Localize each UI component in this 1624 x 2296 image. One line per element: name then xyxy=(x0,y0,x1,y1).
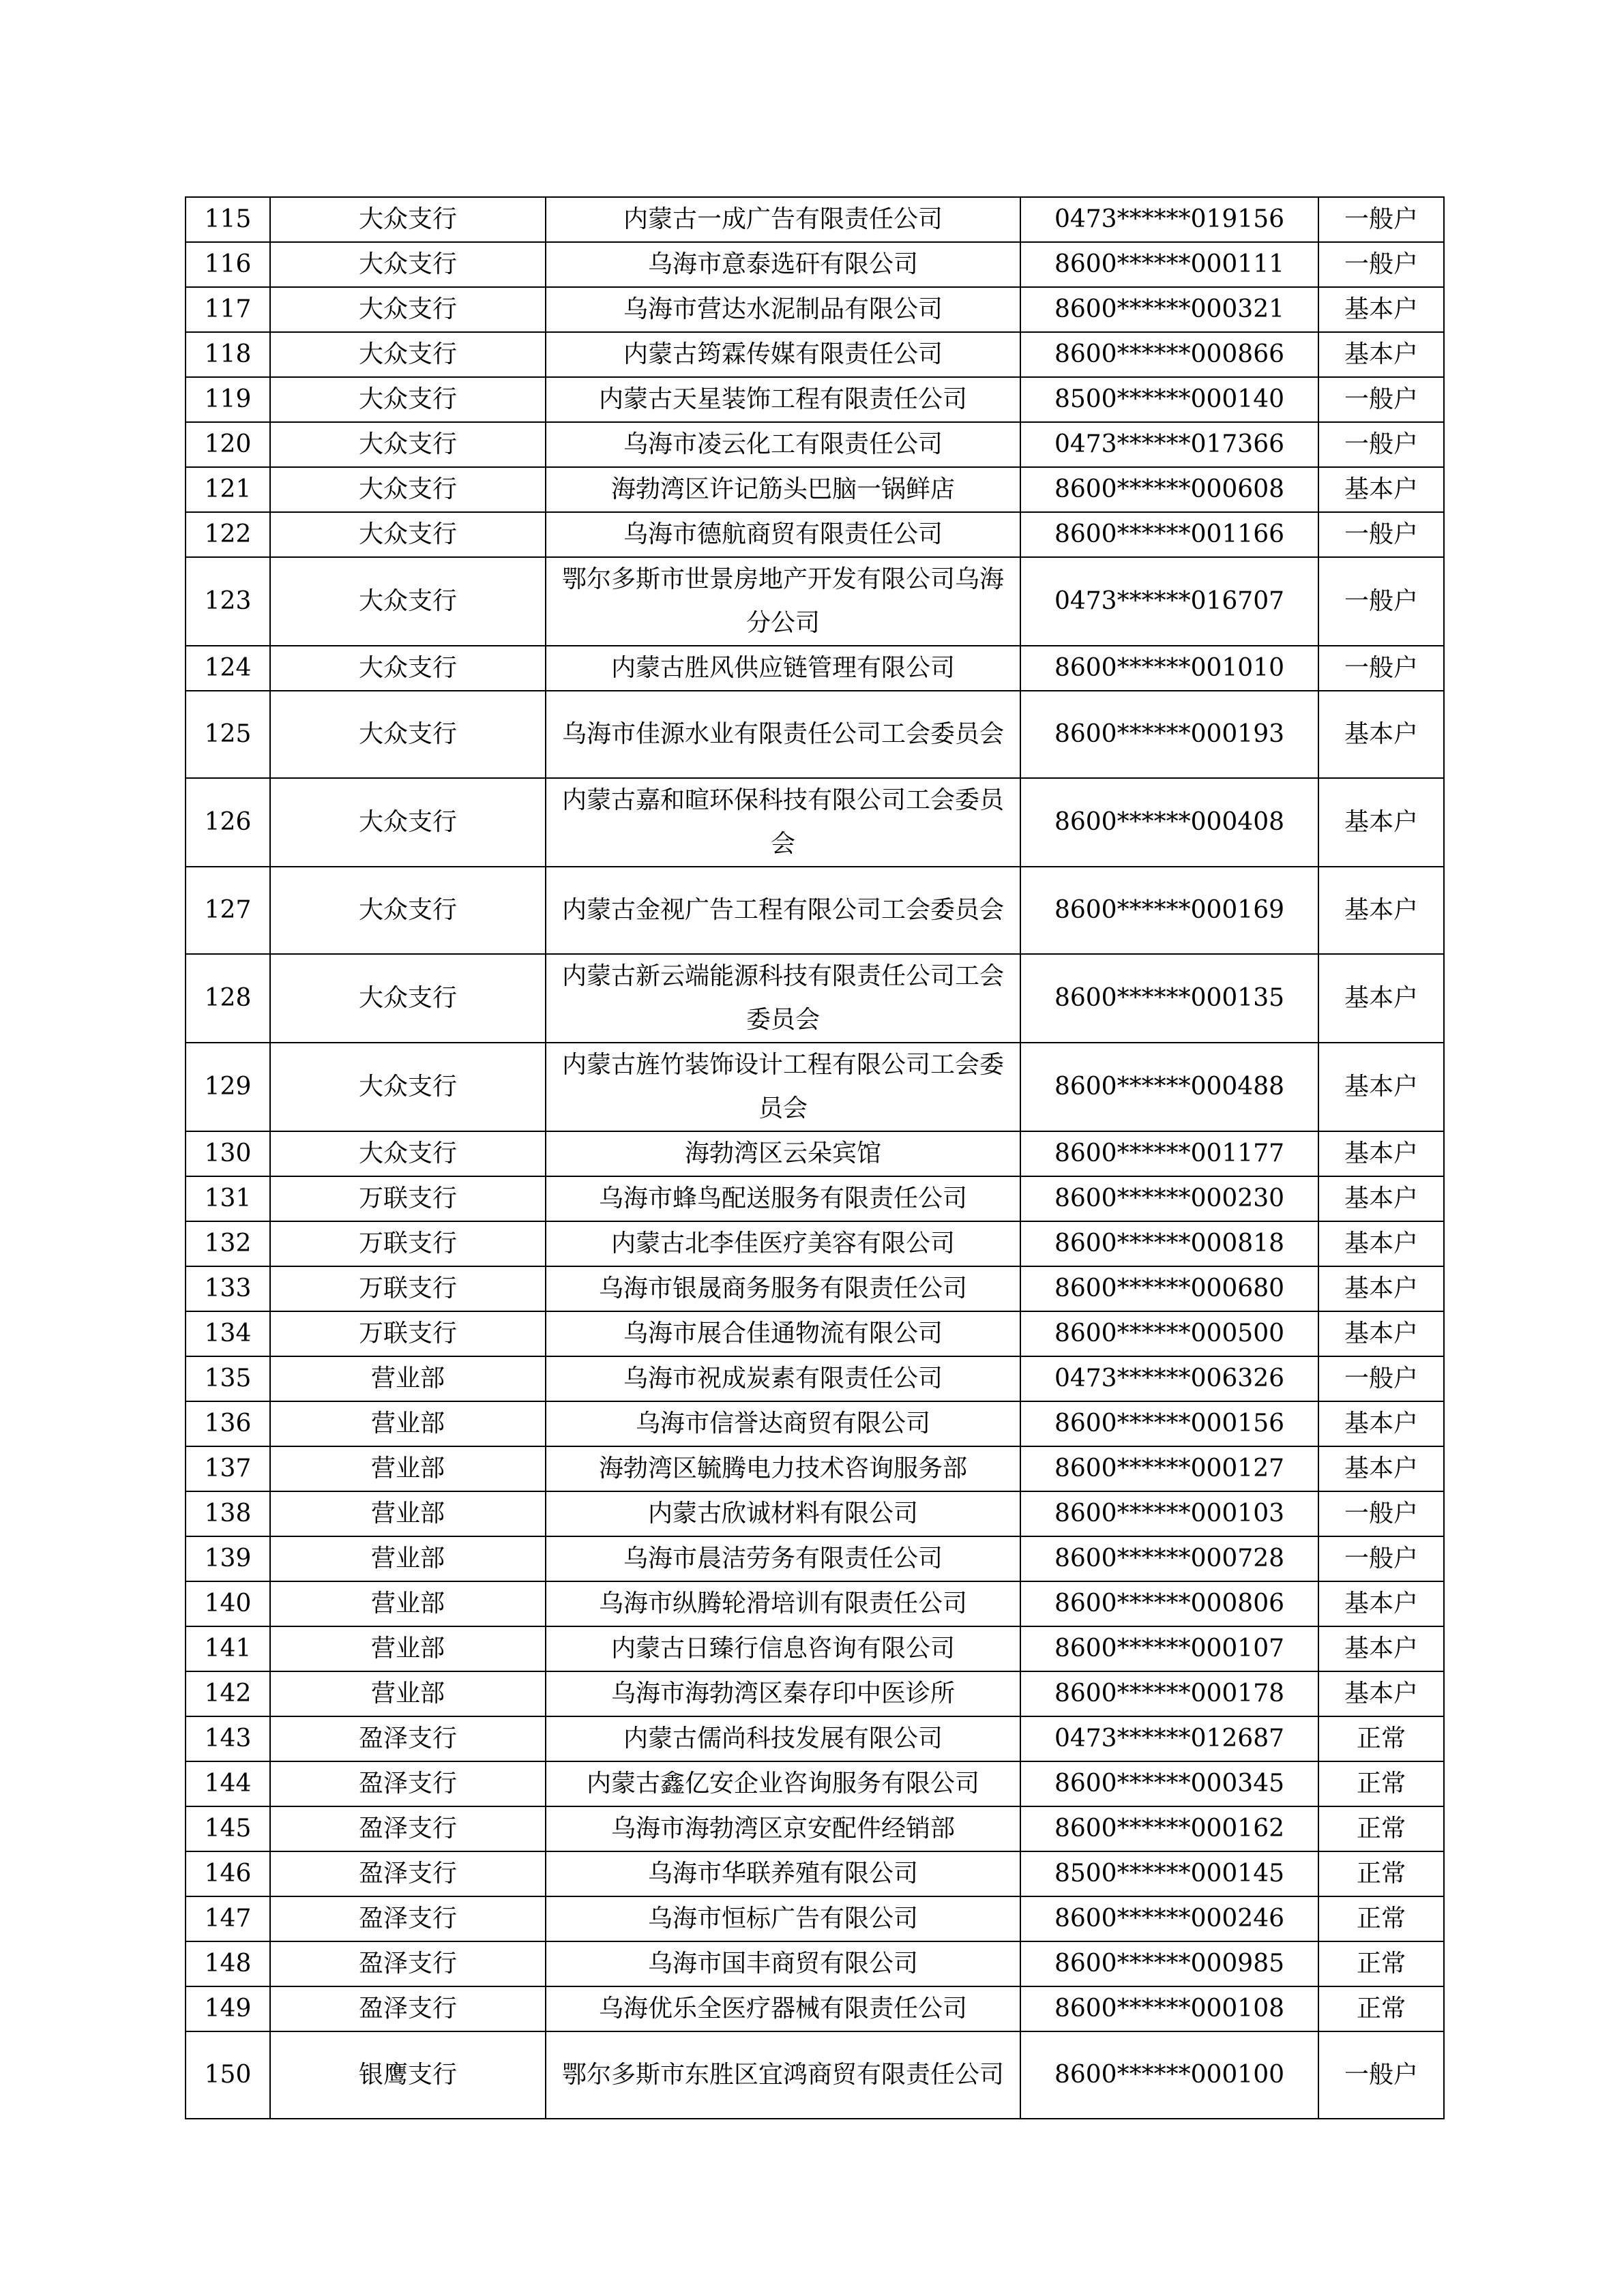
account-type-cell: 基本户 xyxy=(1318,287,1444,332)
account-number-cell: 8500******000140 xyxy=(1020,377,1318,422)
account-number-cell: 8600******000100 xyxy=(1020,2031,1318,2119)
table-row xyxy=(186,1581,1444,1626)
branch-cell: 营业部 xyxy=(270,1356,546,1401)
account-type-cell: 正常 xyxy=(1318,1851,1444,1896)
company-name-cell: 乌海市信誉达商贸有限公司 xyxy=(546,1401,1020,1446)
company-name-cell: 乌海市纵腾轮滑培训有限责任公司 xyxy=(546,1581,1020,1626)
table-row xyxy=(186,2031,1444,2119)
account-number-cell: 8600******000818 xyxy=(1020,1221,1318,1266)
branch-cell: 大众支行 xyxy=(270,467,546,512)
table-row xyxy=(186,1446,1444,1491)
account-type-cell: 基本户 xyxy=(1318,1311,1444,1356)
account-number-cell: 0473******017366 xyxy=(1020,422,1318,467)
account-type-cell: 基本户 xyxy=(1318,1446,1444,1491)
branch-cell: 大众支行 xyxy=(270,778,546,867)
branch-cell: 银鹰支行 xyxy=(270,2031,546,2119)
company-name-cell: 乌海市银晟商务服务有限责任公司 xyxy=(546,1266,1020,1311)
branch-cell: 万联支行 xyxy=(270,1311,546,1356)
company-name-cell: 内蒙古日臻行信息咨询有限公司 xyxy=(546,1626,1020,1671)
company-name-cell: 乌海市国丰商贸有限公司 xyxy=(546,1941,1020,1986)
table-row xyxy=(186,778,1444,867)
account-number-cell: 8600******000345 xyxy=(1020,1761,1318,1806)
table-row xyxy=(186,197,1444,242)
account-type-cell: 一般户 xyxy=(1318,422,1444,467)
branch-cell: 大众支行 xyxy=(270,691,546,778)
account-number-cell: 8600******000321 xyxy=(1020,287,1318,332)
row-number-cell: 141 xyxy=(186,1626,270,1671)
table-row xyxy=(186,1761,1444,1806)
company-name-cell: 乌海市凌云化工有限责任公司 xyxy=(546,422,1020,467)
company-name-cell: 鄂尔多斯市东胜区宜鸿商贸有限责任公司 xyxy=(546,2031,1020,2119)
account-type-cell: 一般户 xyxy=(1318,646,1444,691)
table-row xyxy=(186,377,1444,422)
row-number-cell: 127 xyxy=(186,867,270,954)
account-number-cell: 8600******000246 xyxy=(1020,1896,1318,1941)
table-row xyxy=(186,242,1444,287)
account-type-cell: 基本户 xyxy=(1318,691,1444,778)
account-type-cell: 基本户 xyxy=(1318,1221,1444,1266)
row-number-cell: 144 xyxy=(186,1761,270,1806)
company-name-cell: 鄂尔多斯市世景房地产开发有限公司乌海分公司 xyxy=(546,557,1020,646)
branch-cell: 营业部 xyxy=(270,1401,546,1446)
company-name-cell: 内蒙古欣诚材料有限公司 xyxy=(546,1491,1020,1536)
row-number-cell: 150 xyxy=(186,2031,270,2119)
row-number-cell: 124 xyxy=(186,646,270,691)
account-type-cell: 基本户 xyxy=(1318,1176,1444,1221)
table-row xyxy=(186,1491,1444,1536)
account-type-cell: 一般户 xyxy=(1318,1536,1444,1581)
row-number-cell: 131 xyxy=(186,1176,270,1221)
row-number-cell: 125 xyxy=(186,691,270,778)
table-row xyxy=(186,332,1444,377)
account-type-cell: 一般户 xyxy=(1318,377,1444,422)
row-number-cell: 148 xyxy=(186,1941,270,1986)
account-number-cell: 0473******012687 xyxy=(1020,1716,1318,1761)
row-number-cell: 130 xyxy=(186,1131,270,1176)
account-type-cell: 正常 xyxy=(1318,1761,1444,1806)
company-name-cell: 内蒙古鑫亿安企业咨询服务有限公司 xyxy=(546,1761,1020,1806)
account-type-cell: 基本户 xyxy=(1318,1671,1444,1716)
branch-cell: 营业部 xyxy=(270,1446,546,1491)
company-name-cell: 内蒙古北李佳医疗美容有限公司 xyxy=(546,1221,1020,1266)
branch-cell: 大众支行 xyxy=(270,197,546,242)
company-name-cell: 海勃湾区云朵宾馆 xyxy=(546,1131,1020,1176)
table-row xyxy=(186,422,1444,467)
branch-cell: 盈泽支行 xyxy=(270,1716,546,1761)
row-number-cell: 116 xyxy=(186,242,270,287)
company-name-cell: 乌海市祝成炭素有限责任公司 xyxy=(546,1356,1020,1401)
branch-cell: 大众支行 xyxy=(270,1043,546,1131)
account-number-cell: 8600******000108 xyxy=(1020,1986,1318,2031)
account-number-cell: 0473******019156 xyxy=(1020,197,1318,242)
account-number-cell: 8600******000500 xyxy=(1020,1311,1318,1356)
row-number-cell: 121 xyxy=(186,467,270,512)
table-row xyxy=(186,1221,1444,1266)
row-number-cell: 128 xyxy=(186,954,270,1043)
account-type-cell: 基本户 xyxy=(1318,1581,1444,1626)
account-type-cell: 基本户 xyxy=(1318,467,1444,512)
row-number-cell: 147 xyxy=(186,1896,270,1941)
company-name-cell: 乌海市晨洁劳务有限责任公司 xyxy=(546,1536,1020,1581)
company-name-cell: 内蒙古天星装饰工程有限责任公司 xyxy=(546,377,1020,422)
company-name-cell: 内蒙古旌竹装饰设计工程有限公司工会委员会 xyxy=(546,1043,1020,1131)
branch-cell: 大众支行 xyxy=(270,1131,546,1176)
branch-cell: 大众支行 xyxy=(270,332,546,377)
accounts-table-body xyxy=(186,197,1444,2119)
account-number-cell: 8600******000985 xyxy=(1020,1941,1318,1986)
branch-cell: 大众支行 xyxy=(270,422,546,467)
company-name-cell: 乌海市海勃湾区京安配件经销部 xyxy=(546,1806,1020,1851)
table-row xyxy=(186,1356,1444,1401)
row-number-cell: 145 xyxy=(186,1806,270,1851)
table-row xyxy=(186,1043,1444,1131)
account-number-cell: 8600******000103 xyxy=(1020,1491,1318,1536)
row-number-cell: 132 xyxy=(186,1221,270,1266)
account-number-cell: 8600******000111 xyxy=(1020,242,1318,287)
account-number-cell: 8600******000156 xyxy=(1020,1401,1318,1446)
row-number-cell: 126 xyxy=(186,778,270,867)
account-number-cell: 8600******000680 xyxy=(1020,1266,1318,1311)
row-number-cell: 136 xyxy=(186,1401,270,1446)
company-name-cell: 乌海市恒标广告有限公司 xyxy=(546,1896,1020,1941)
account-type-cell: 一般户 xyxy=(1318,1356,1444,1401)
account-number-cell: 8600******000608 xyxy=(1020,467,1318,512)
row-number-cell: 142 xyxy=(186,1671,270,1716)
account-number-cell: 8600******000866 xyxy=(1020,332,1318,377)
account-number-cell: 8500******000145 xyxy=(1020,1851,1318,1896)
row-number-cell: 146 xyxy=(186,1851,270,1896)
account-number-cell: 8600******000408 xyxy=(1020,778,1318,867)
account-type-cell: 正常 xyxy=(1318,1986,1444,2031)
table-row xyxy=(186,1851,1444,1896)
account-type-cell: 基本户 xyxy=(1318,332,1444,377)
account-number-cell: 8600******001166 xyxy=(1020,512,1318,557)
company-name-cell: 内蒙古儒尚科技发展有限公司 xyxy=(546,1716,1020,1761)
account-type-cell: 基本户 xyxy=(1318,1266,1444,1311)
table-row xyxy=(186,1176,1444,1221)
company-name-cell: 内蒙古胜风供应链管理有限公司 xyxy=(546,646,1020,691)
row-number-cell: 129 xyxy=(186,1043,270,1131)
branch-cell: 大众支行 xyxy=(270,954,546,1043)
row-number-cell: 137 xyxy=(186,1446,270,1491)
branch-cell: 大众支行 xyxy=(270,867,546,954)
company-name-cell: 乌海市佳源水业有限责任公司工会委员会 xyxy=(546,691,1020,778)
table-row xyxy=(186,1266,1444,1311)
company-name-cell: 乌海市华联养殖有限公司 xyxy=(546,1851,1020,1896)
account-type-cell: 一般户 xyxy=(1318,1491,1444,1536)
table-row xyxy=(186,1131,1444,1176)
table-row xyxy=(186,646,1444,691)
branch-cell: 大众支行 xyxy=(270,377,546,422)
row-number-cell: 133 xyxy=(186,1266,270,1311)
account-type-cell: 一般户 xyxy=(1318,557,1444,646)
account-type-cell: 正常 xyxy=(1318,1806,1444,1851)
accounts-table xyxy=(185,196,1445,2119)
company-name-cell: 内蒙古嘉和暄环保科技有限公司工会委员会 xyxy=(546,778,1020,867)
branch-cell: 营业部 xyxy=(270,1581,546,1626)
table-row xyxy=(186,1401,1444,1446)
account-type-cell: 一般户 xyxy=(1318,512,1444,557)
account-number-cell: 8600******000169 xyxy=(1020,867,1318,954)
account-number-cell: 8600******000162 xyxy=(1020,1806,1318,1851)
table-row xyxy=(186,1671,1444,1716)
table-row xyxy=(186,1941,1444,1986)
row-number-cell: 118 xyxy=(186,332,270,377)
account-type-cell: 基本户 xyxy=(1318,867,1444,954)
account-number-cell: 8600******000488 xyxy=(1020,1043,1318,1131)
table-row xyxy=(186,1716,1444,1761)
row-number-cell: 120 xyxy=(186,422,270,467)
branch-cell: 大众支行 xyxy=(270,287,546,332)
table-row xyxy=(186,1896,1444,1941)
account-number-cell: 8600******000127 xyxy=(1020,1446,1318,1491)
row-number-cell: 135 xyxy=(186,1356,270,1401)
account-type-cell: 基本户 xyxy=(1318,1043,1444,1131)
company-name-cell: 乌海市意泰选矸有限公司 xyxy=(546,242,1020,287)
company-name-cell: 乌海市蜂鸟配送服务有限责任公司 xyxy=(546,1176,1020,1221)
account-type-cell: 一般户 xyxy=(1318,242,1444,287)
table-row xyxy=(186,1311,1444,1356)
account-number-cell: 8600******000230 xyxy=(1020,1176,1318,1221)
branch-cell: 营业部 xyxy=(270,1491,546,1536)
branch-cell: 盈泽支行 xyxy=(270,1806,546,1851)
table-row xyxy=(186,691,1444,778)
row-number-cell: 117 xyxy=(186,287,270,332)
branch-cell: 营业部 xyxy=(270,1626,546,1671)
account-type-cell: 正常 xyxy=(1318,1941,1444,1986)
branch-cell: 大众支行 xyxy=(270,512,546,557)
branch-cell: 大众支行 xyxy=(270,646,546,691)
row-number-cell: 115 xyxy=(186,197,270,242)
account-type-cell: 基本户 xyxy=(1318,778,1444,867)
account-number-cell: 8600******000806 xyxy=(1020,1581,1318,1626)
account-number-cell: 8600******000178 xyxy=(1020,1671,1318,1716)
table-row xyxy=(186,467,1444,512)
account-type-cell: 基本户 xyxy=(1318,1401,1444,1446)
row-number-cell: 134 xyxy=(186,1311,270,1356)
account-number-cell: 8600******001177 xyxy=(1020,1131,1318,1176)
company-name-cell: 海勃湾区许记筋头巴脑一锅鲜店 xyxy=(546,467,1020,512)
account-number-cell: 8600******000107 xyxy=(1020,1626,1318,1671)
row-number-cell: 139 xyxy=(186,1536,270,1581)
branch-cell: 大众支行 xyxy=(270,557,546,646)
branch-cell: 盈泽支行 xyxy=(270,1941,546,1986)
branch-cell: 万联支行 xyxy=(270,1221,546,1266)
company-name-cell: 乌海市海勃湾区秦存印中医诊所 xyxy=(546,1671,1020,1716)
account-type-cell: 正常 xyxy=(1318,1896,1444,1941)
company-name-cell: 内蒙古一成广告有限责任公司 xyxy=(546,197,1020,242)
branch-cell: 盈泽支行 xyxy=(270,1986,546,2031)
account-type-cell: 一般户 xyxy=(1318,197,1444,242)
row-number-cell: 119 xyxy=(186,377,270,422)
row-number-cell: 122 xyxy=(186,512,270,557)
branch-cell: 盈泽支行 xyxy=(270,1761,546,1806)
account-number-cell: 8600******000135 xyxy=(1020,954,1318,1043)
branch-cell: 大众支行 xyxy=(270,242,546,287)
account-type-cell: 基本户 xyxy=(1318,1131,1444,1176)
row-number-cell: 149 xyxy=(186,1986,270,2031)
account-number-cell: 8600******000193 xyxy=(1020,691,1318,778)
branch-cell: 盈泽支行 xyxy=(270,1851,546,1896)
table-row xyxy=(186,867,1444,954)
row-number-cell: 143 xyxy=(186,1716,270,1761)
company-name-cell: 乌海市展合佳通物流有限公司 xyxy=(546,1311,1020,1356)
account-number-cell: 8600******000728 xyxy=(1020,1536,1318,1581)
company-name-cell: 内蒙古新云端能源科技有限责任公司工会委员会 xyxy=(546,954,1020,1043)
account-number-cell: 8600******001010 xyxy=(1020,646,1318,691)
branch-cell: 万联支行 xyxy=(270,1266,546,1311)
branch-cell: 营业部 xyxy=(270,1671,546,1716)
table-row xyxy=(186,1626,1444,1671)
table-row xyxy=(186,557,1444,646)
table-row xyxy=(186,954,1444,1043)
branch-cell: 营业部 xyxy=(270,1536,546,1581)
table-row xyxy=(186,1536,1444,1581)
company-name-cell: 乌海优乐全医疗器械有限责任公司 xyxy=(546,1986,1020,2031)
company-name-cell: 内蒙古筠霖传媒有限责任公司 xyxy=(546,332,1020,377)
account-type-cell: 基本户 xyxy=(1318,954,1444,1043)
account-type-cell: 正常 xyxy=(1318,1716,1444,1761)
table-row xyxy=(186,1806,1444,1851)
branch-cell: 盈泽支行 xyxy=(270,1896,546,1941)
table-row xyxy=(186,1986,1444,2031)
company-name-cell: 内蒙古金视广告工程有限公司工会委员会 xyxy=(546,867,1020,954)
company-name-cell: 海勃湾区毓腾电力技术咨询服务部 xyxy=(546,1446,1020,1491)
account-type-cell: 一般户 xyxy=(1318,2031,1444,2119)
row-number-cell: 140 xyxy=(186,1581,270,1626)
table-row xyxy=(186,287,1444,332)
company-name-cell: 乌海市营达水泥制品有限公司 xyxy=(546,287,1020,332)
branch-cell: 万联支行 xyxy=(270,1176,546,1221)
company-name-cell: 乌海市德航商贸有限责任公司 xyxy=(546,512,1020,557)
row-number-cell: 138 xyxy=(186,1491,270,1536)
table-row xyxy=(186,512,1444,557)
row-number-cell: 123 xyxy=(186,557,270,646)
account-number-cell: 0473******006326 xyxy=(1020,1356,1318,1401)
account-type-cell: 基本户 xyxy=(1318,1626,1444,1671)
account-number-cell: 0473******016707 xyxy=(1020,557,1318,646)
